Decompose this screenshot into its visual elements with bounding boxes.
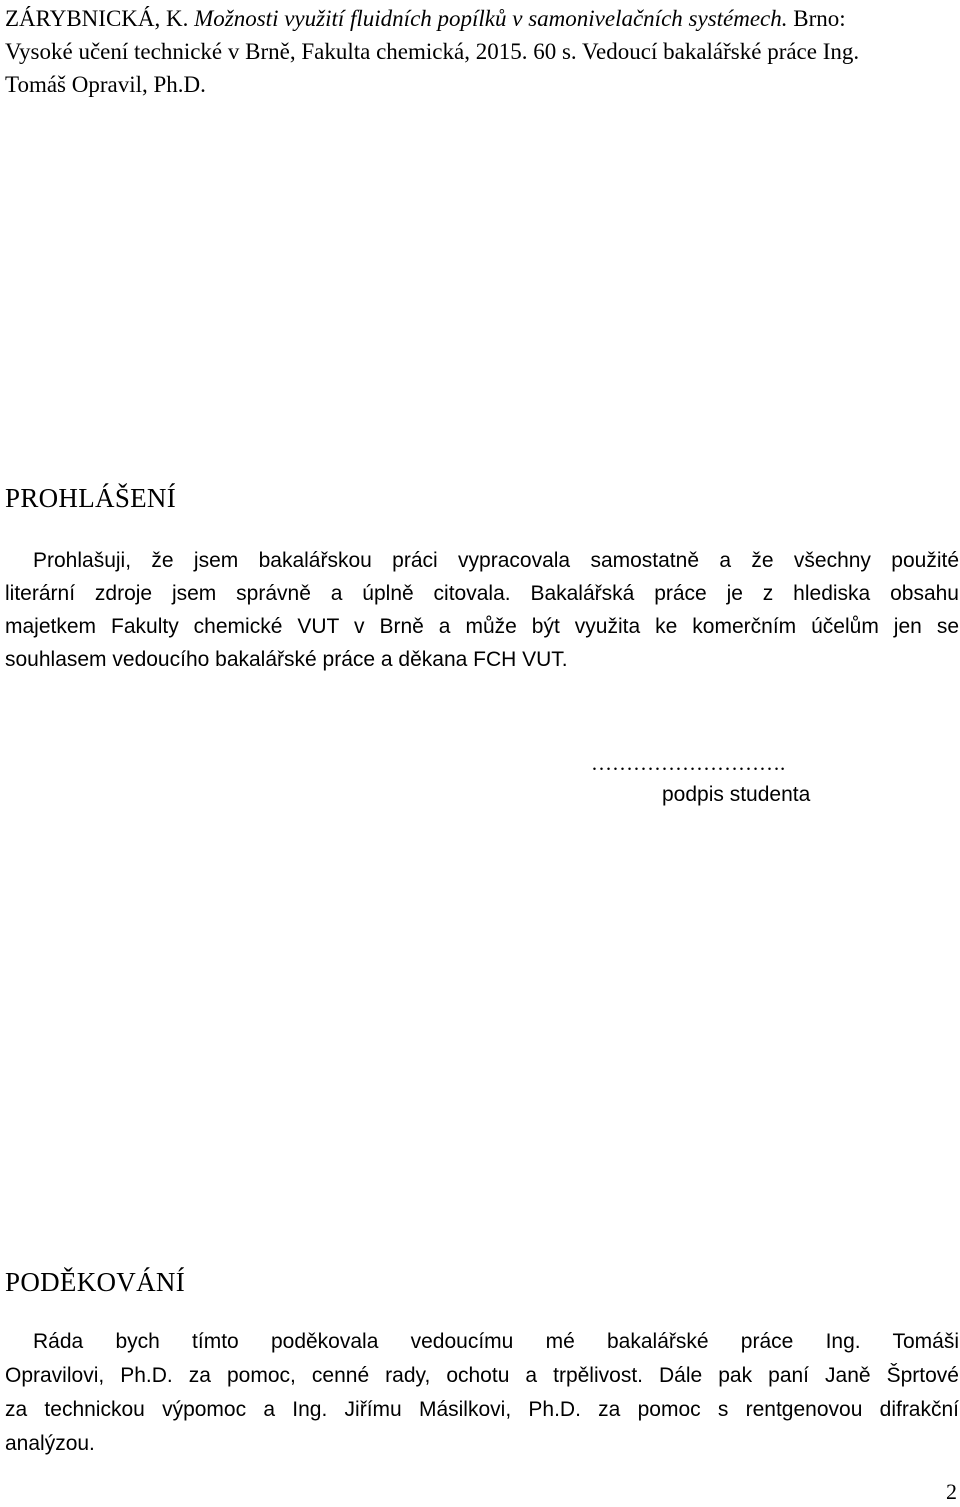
declaration-line-1: Prohlašuji, že jsem bakalářskou práci vypracovala samostatně a že všechny použité <box>33 549 959 572</box>
acknowledgement-line-2: Opravilovi, Ph.D. za pomoc, cenné rady, ochotu a trpělivost. Dále pak paní Janě Šprtové <box>5 1364 959 1387</box>
acknowledgement-line-3: za technickou výpomoc a Ing. Jiřímu Másilkovi, Ph.D. za pomoc s rentgenovou difrakční <box>5 1398 959 1421</box>
acknowledgement-line-1: Ráda bych tímto poděkovala vedoucímu mé bakalářské práce Ing. Tomáši <box>33 1330 959 1353</box>
acknowledgement-line-4: analýzou. <box>5 1432 95 1455</box>
citation-details-line3: Tomáš Opravil, Ph.D. <box>5 72 206 97</box>
declaration-line-3: majetkem Fakulty chemické VUT v Brně a může být využita ke komerčním účelům jen se <box>5 615 959 638</box>
page-number: 2 <box>946 1479 957 1504</box>
bibliographic-citation <box>5 2 960 101</box>
citation-title: Možnosti využití fluidních popílků v samonivelačních systémech. <box>194 6 788 31</box>
declaration-line-2: literární zdroje jsem správně a úplně citovala. Bakalářská práce je z hlediska obsahu <box>5 582 959 605</box>
signature-label: podpis studenta <box>662 783 811 806</box>
declaration-line-4: souhlasem vedoucího bakalářské práce a děkana FCH VUT. <box>5 648 568 671</box>
declaration-heading: PROHLÁŠENÍ <box>5 483 177 513</box>
citation-details-line1: Brno: <box>793 6 846 31</box>
citation-details-line2: Vysoké učení technické v Brně, Fakulta chemická, 2015. 60 s. Vedoucí bakalářské práce Ing. <box>5 39 860 64</box>
citation-author: ZÁRYBNICKÁ, K. <box>5 6 189 31</box>
signature-line: ………………………. <box>591 751 786 775</box>
acknowledgement-heading: PODĚKOVÁNÍ <box>5 1267 185 1297</box>
